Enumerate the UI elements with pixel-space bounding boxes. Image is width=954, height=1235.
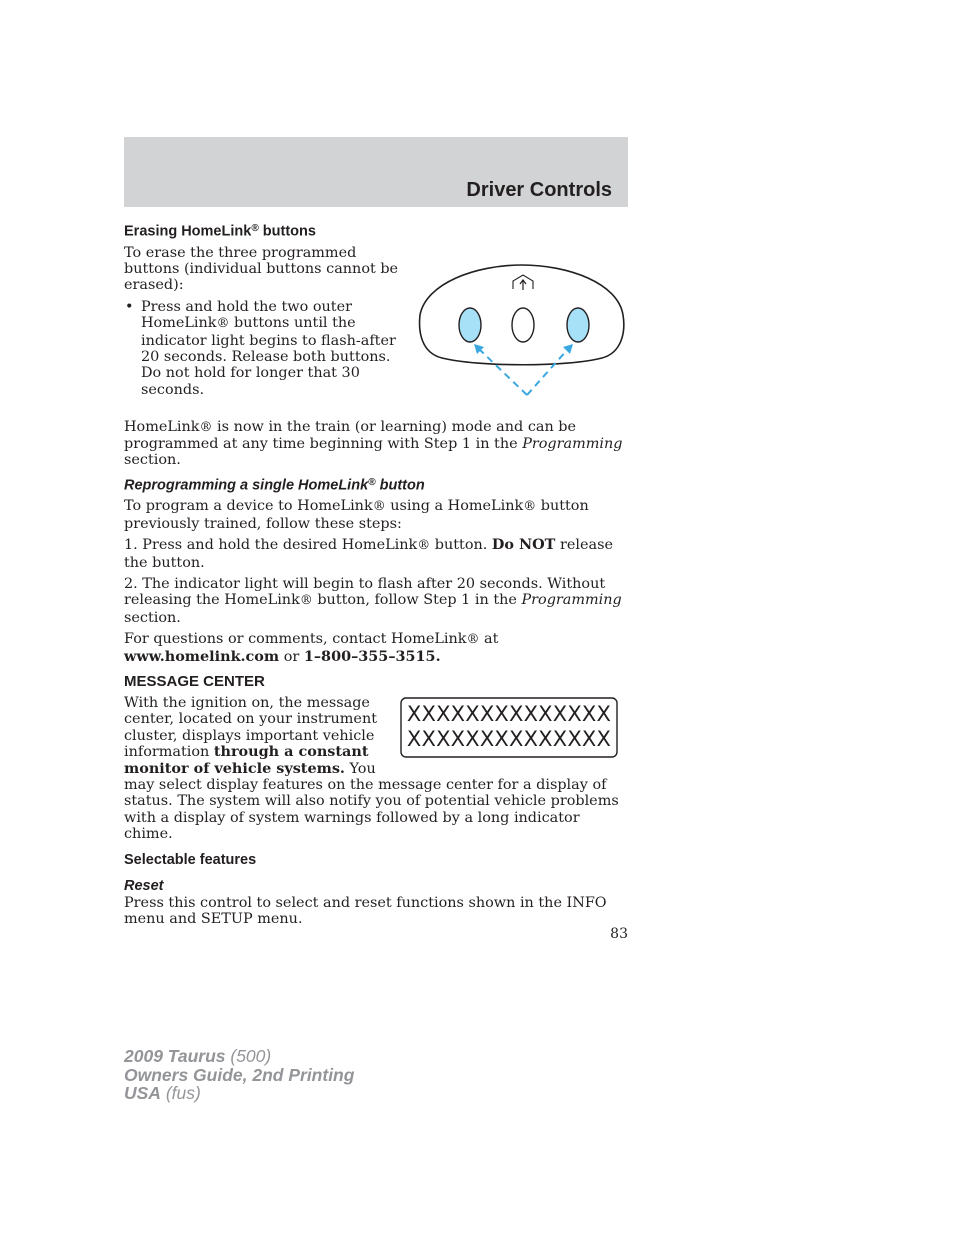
erasing-heading: Erasing HomeLink® buttons <box>124 223 316 240</box>
message-center-display <box>400 697 618 759</box>
contact-paragraph: For questions or comments, contact HomeLink® at www.homelink.com or 1–800–355–3515. <box>124 631 499 665</box>
page-number: 83 <box>610 926 628 942</box>
homelink-url: www.homelink.com <box>124 647 280 665</box>
reset-paragraph: Press this control to select and reset functions shown in the INFO menu and SETUP menu. <box>124 894 607 928</box>
erasing-bullets <box>124 299 628 398</box>
section-title: Driver Controls <box>466 179 612 201</box>
reprogramming-intro: To program a device to HomeLink® using a HomeLink® button previously trained, follow these steps: <box>124 498 589 532</box>
homelink-phone: 1–800–355–3515. <box>303 647 441 665</box>
display-line-1: XXXXXXXXXXXXXX <box>406 702 612 726</box>
reprogramming-heading: Reprogramming a single HomeLink® button <box>124 476 425 494</box>
display-line-2: XXXXXXXXXXXXXX <box>406 727 612 751</box>
train-mode-paragraph: HomeLink® is now in the train (or learning) mode and can be programmed at any time beginning with Step 1 in the Programming section. <box>124 418 623 469</box>
reset-heading: Reset <box>124 877 164 894</box>
selectable-features-heading: Selectable features <box>124 851 257 868</box>
message-center-paragraph: With the ignition on, the message center, located on your instrument cluster, displays important vehicle information through a constant monitor of vehicle systems. You may select display features on the message center for a display of status. The system will also notify you of potential vehicle problems with a display of system warnings followed by a long indicator chime. <box>124 695 619 843</box>
document-footer: 2009 Taurus (500) Owners Guide, 2nd Printing USA (fus) <box>124 1046 355 1103</box>
page-content <box>124 220 628 932</box>
message-center-heading: MESSAGE CENTER <box>124 673 265 690</box>
reprogramming-step-2: 2. The indicator light will begin to flash after 20 seconds. Without releasing the HomeLink® button, follow Step 1 in the Programming section. <box>124 575 622 626</box>
reprogramming-step-1: 1. Press and hold the desired HomeLink® button. Do NOT release the button. <box>124 536 613 571</box>
section-header-band <box>124 137 628 207</box>
erasing-intro: To erase the three programmed buttons (individual buttons cannot be erased): <box>124 244 399 294</box>
message-center-display-figure <box>400 697 618 763</box>
list-item: • Press and hold the two outer HomeLink® buttons until the indicator light begins to flash-after 20 seconds. Release both buttons. Do not hold for longer that 30 seconds. <box>141 299 628 398</box>
